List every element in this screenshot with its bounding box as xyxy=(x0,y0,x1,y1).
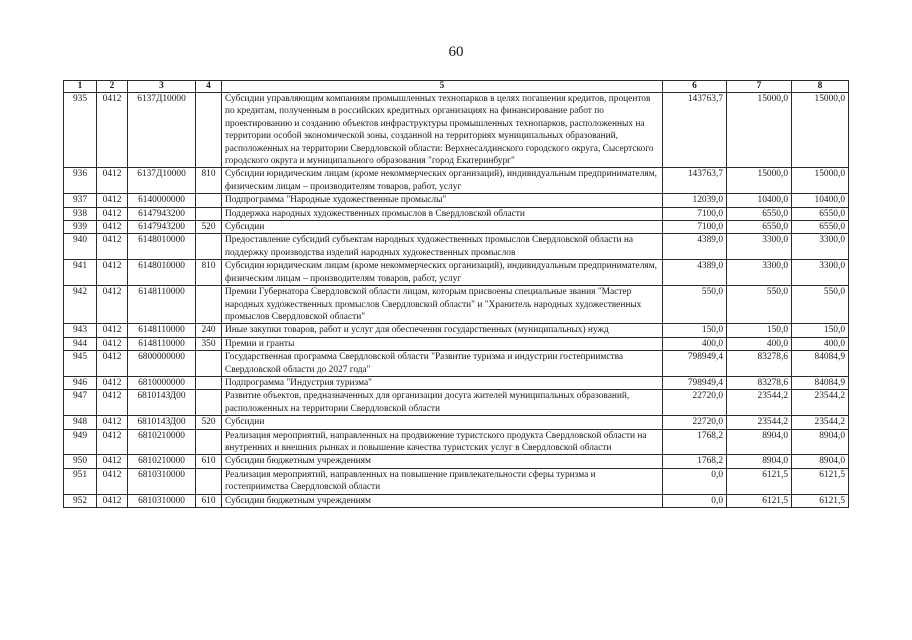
table-body xyxy=(64,93,849,508)
section-code-cell: 0412 xyxy=(97,376,128,389)
expense-type-cell: 810 xyxy=(196,260,222,286)
table-row xyxy=(64,93,849,168)
table-row xyxy=(64,234,849,260)
amount-col7-cell: 6121,5 xyxy=(727,468,792,494)
amount-col6-cell: 1768,2 xyxy=(663,429,727,455)
target-article-cell: 6147943200 xyxy=(128,207,196,220)
header-cell: 1 xyxy=(64,81,97,93)
item-name-cell: Подпрограмма "Народные художественные промыслы" xyxy=(222,194,663,207)
section-code-cell: 0412 xyxy=(97,194,128,207)
item-name-cell: Субсидии xyxy=(222,221,663,234)
amount-col6-cell: 1768,2 xyxy=(663,455,727,468)
amount-col8-cell: 8904,0 xyxy=(792,455,849,468)
expense-type-cell: 240 xyxy=(196,324,222,337)
section-code-cell: 0412 xyxy=(97,494,128,507)
amount-col7-cell: 23544,2 xyxy=(727,416,792,429)
amount-col8-cell: 6121,5 xyxy=(792,494,849,507)
item-name-cell: Премии Губернатора Свердловской области лицам, которым присвоены специальные звания "Мастер народных художественных промыслов Свердловской области" и "Хранитель народных художественных промыслов Свердловской области" xyxy=(222,286,663,324)
row-number-cell: 948 xyxy=(64,416,97,429)
expense-type-cell xyxy=(196,429,222,455)
expense-type-cell xyxy=(196,207,222,220)
amount-col6-cell: 12039,0 xyxy=(663,194,727,207)
amount-col8-cell: 15000,0 xyxy=(792,93,849,168)
amount-col6-cell: 22720,0 xyxy=(663,416,727,429)
expense-type-cell xyxy=(196,93,222,168)
expense-type-cell: 350 xyxy=(196,337,222,350)
row-number-cell: 941 xyxy=(64,260,97,286)
amount-col6-cell: 143763,7 xyxy=(663,93,727,168)
target-article-cell: 6148110000 xyxy=(128,286,196,324)
table-row xyxy=(64,416,849,429)
section-code-cell: 0412 xyxy=(97,221,128,234)
section-code-cell: 0412 xyxy=(97,337,128,350)
item-name-cell: Подпрограмма "Индустрия туризма" xyxy=(222,376,663,389)
amount-col7-cell: 15000,0 xyxy=(727,168,792,194)
amount-col7-cell: 8904,0 xyxy=(727,429,792,455)
amount-col7-cell: 23544,2 xyxy=(727,390,792,416)
section-code-cell: 0412 xyxy=(97,168,128,194)
amount-col6-cell: 798949,4 xyxy=(663,376,727,389)
row-number-cell: 946 xyxy=(64,376,97,389)
item-name-cell: Субсидии бюджетным учреждениям xyxy=(222,455,663,468)
table-row xyxy=(64,221,849,234)
row-number-cell: 940 xyxy=(64,234,97,260)
amount-col7-cell: 3300,0 xyxy=(727,234,792,260)
amount-col6-cell: 7100,0 xyxy=(663,207,727,220)
amount-col8-cell: 8904,0 xyxy=(792,429,849,455)
target-article-cell: 6148010000 xyxy=(128,260,196,286)
expense-type-cell: 520 xyxy=(196,416,222,429)
item-name-cell: Субсидии xyxy=(222,416,663,429)
row-number-cell: 937 xyxy=(64,194,97,207)
header-cell: 2 xyxy=(97,81,128,93)
header-cell: 7 xyxy=(727,81,792,93)
amount-col8-cell: 6550,0 xyxy=(792,207,849,220)
section-code-cell: 0412 xyxy=(97,207,128,220)
expense-type-cell: 610 xyxy=(196,455,222,468)
amount-col6-cell: 4389,0 xyxy=(663,260,727,286)
amount-col6-cell: 143763,7 xyxy=(663,168,727,194)
amount-col7-cell: 6550,0 xyxy=(727,207,792,220)
expense-type-cell xyxy=(196,234,222,260)
amount-col7-cell: 8904,0 xyxy=(727,455,792,468)
item-name-cell: Поддержка народных художественных промыслов в Свердловской области xyxy=(222,207,663,220)
section-code-cell: 0412 xyxy=(97,260,128,286)
item-name-cell: Реализация мероприятий, направленных на продвижение туристского продукта Свердловской области на внутренних и внешних рынках и повышение качества туристских услуг в Свердловской области xyxy=(222,429,663,455)
header-cell: 5 xyxy=(222,81,663,93)
target-article-cell: 6148110000 xyxy=(128,324,196,337)
table-row xyxy=(64,194,849,207)
amount-col8-cell: 6121,5 xyxy=(792,468,849,494)
amount-col8-cell: 6550,0 xyxy=(792,221,849,234)
amount-col8-cell: 15000,0 xyxy=(792,168,849,194)
item-name-cell: Государственная программа Свердловской области "Развитие туризма и индустрии гостеприимства Свердловской области до 2027 года" xyxy=(222,351,663,377)
table-row xyxy=(64,376,849,389)
row-number-cell: 935 xyxy=(64,93,97,168)
target-article-cell: 6810310000 xyxy=(128,468,196,494)
target-article-cell: 6810210000 xyxy=(128,429,196,455)
amount-col7-cell: 3300,0 xyxy=(727,260,792,286)
section-code-cell: 0412 xyxy=(97,468,128,494)
expense-type-cell xyxy=(196,468,222,494)
amount-col6-cell: 0,0 xyxy=(663,468,727,494)
target-article-cell: 6800000000 xyxy=(128,351,196,377)
section-code-cell: 0412 xyxy=(97,416,128,429)
target-article-cell: 6148110000 xyxy=(128,337,196,350)
amount-col8-cell: 84084,9 xyxy=(792,351,849,377)
row-number-cell: 942 xyxy=(64,286,97,324)
page-number: 60 xyxy=(448,44,464,60)
target-article-cell: 6810210000 xyxy=(128,455,196,468)
amount-col6-cell: 0,0 xyxy=(663,494,727,507)
amount-col8-cell: 400,0 xyxy=(792,337,849,350)
section-code-cell: 0412 xyxy=(97,234,128,260)
expense-type-cell: 610 xyxy=(196,494,222,507)
row-number-cell: 952 xyxy=(64,494,97,507)
expense-type-cell xyxy=(196,351,222,377)
budget-table xyxy=(63,80,849,508)
amount-col7-cell: 6550,0 xyxy=(727,221,792,234)
target-article-cell: 6810310000 xyxy=(128,494,196,507)
amount-col8-cell: 10400,0 xyxy=(792,194,849,207)
header-cell: 8 xyxy=(792,81,849,93)
section-code-cell: 0412 xyxy=(97,286,128,324)
header-cell: 6 xyxy=(663,81,727,93)
row-number-cell: 938 xyxy=(64,207,97,220)
table-row xyxy=(64,494,849,507)
table-row xyxy=(64,455,849,468)
amount-col8-cell: 150,0 xyxy=(792,324,849,337)
amount-col8-cell: 3300,0 xyxy=(792,234,849,260)
row-number-cell: 936 xyxy=(64,168,97,194)
target-article-cell: 6810000000 xyxy=(128,376,196,389)
target-article-cell: 6147943200 xyxy=(128,221,196,234)
row-number-cell: 943 xyxy=(64,324,97,337)
amount-col7-cell: 6121,5 xyxy=(727,494,792,507)
amount-col8-cell: 84084,9 xyxy=(792,376,849,389)
table-row xyxy=(64,351,849,377)
table-row xyxy=(64,168,849,194)
header-cell: 4 xyxy=(196,81,222,93)
amount-col7-cell: 83278,6 xyxy=(727,376,792,389)
item-name-cell: Субсидии бюджетным учреждениям xyxy=(222,494,663,507)
amount-col6-cell: 150,0 xyxy=(663,324,727,337)
row-number-cell: 951 xyxy=(64,468,97,494)
table-row xyxy=(64,337,849,350)
expense-type-cell xyxy=(196,286,222,324)
row-number-cell: 947 xyxy=(64,390,97,416)
item-name-cell: Субсидии управляющим компаниям промышленных технопарков в целях погашения кредитов, процентов по кредитам, полученным в российских кредитных организациях на финансирование работ по проектированию и созданию объектов инфраструктуры промышленных технопарков, расположенных на территории особой экономической зоны, созданной на территориях муниципальных образований, расположенных на территории Свердловской области: Верхнесалдинского городского округа, Сысертского городского округа и муниципального образования "город Екатеринбург" xyxy=(222,93,663,168)
amount-col6-cell: 798949,4 xyxy=(663,351,727,377)
amount-col8-cell: 23544,2 xyxy=(792,390,849,416)
expense-type-cell: 810 xyxy=(196,168,222,194)
amount-col6-cell: 4389,0 xyxy=(663,234,727,260)
section-code-cell: 0412 xyxy=(97,351,128,377)
target-article-cell: 6137Д10000 xyxy=(128,93,196,168)
table-row xyxy=(64,286,849,324)
amount-col8-cell: 3300,0 xyxy=(792,260,849,286)
amount-col8-cell: 550,0 xyxy=(792,286,849,324)
amount-col7-cell: 83278,6 xyxy=(727,351,792,377)
amount-col6-cell: 7100,0 xyxy=(663,221,727,234)
target-article-cell: 681014ЗД00 xyxy=(128,390,196,416)
row-number-cell: 939 xyxy=(64,221,97,234)
table-row xyxy=(64,390,849,416)
item-name-cell: Развитие объектов, предназначенных для организации досуга жителей муниципальных образований, расположенных на территории Свердловской области xyxy=(222,390,663,416)
table-row xyxy=(64,260,849,286)
item-name-cell: Субсидии юридическим лицам (кроме некоммерческих организаций), индивидуальным предпринимателям, физическим лицам – производителям товаров, работ, услуг xyxy=(222,260,663,286)
table-row xyxy=(64,429,849,455)
target-article-cell: 681014ЗД00 xyxy=(128,416,196,429)
amount-col6-cell: 400,0 xyxy=(663,337,727,350)
row-number-cell: 944 xyxy=(64,337,97,350)
amount-col7-cell: 15000,0 xyxy=(727,93,792,168)
item-name-cell: Предоставление субсидий субъектам народных художественных промыслов Свердловской области на поддержку производства изделий народных художественных промыслов xyxy=(222,234,663,260)
section-code-cell: 0412 xyxy=(97,93,128,168)
expense-type-cell xyxy=(196,390,222,416)
section-code-cell: 0412 xyxy=(97,324,128,337)
amount-col7-cell: 400,0 xyxy=(727,337,792,350)
section-code-cell: 0412 xyxy=(97,390,128,416)
expense-type-cell xyxy=(196,194,222,207)
header-cell: 3 xyxy=(128,81,196,93)
item-name-cell: Иные закупки товаров, работ и услуг для обеспечения государственных (муниципальных) нужд xyxy=(222,324,663,337)
target-article-cell: 6140000000 xyxy=(128,194,196,207)
expense-type-cell: 520 xyxy=(196,221,222,234)
amount-col6-cell: 550,0 xyxy=(663,286,727,324)
table-row xyxy=(64,324,849,337)
row-number-cell: 950 xyxy=(64,455,97,468)
item-name-cell: Премии и гранты xyxy=(222,337,663,350)
target-article-cell: 6137Д10000 xyxy=(128,168,196,194)
section-code-cell: 0412 xyxy=(97,429,128,455)
section-code-cell: 0412 xyxy=(97,455,128,468)
table-row xyxy=(64,468,849,494)
expense-type-cell xyxy=(196,376,222,389)
row-number-cell: 949 xyxy=(64,429,97,455)
target-article-cell: 6148010000 xyxy=(128,234,196,260)
amount-col7-cell: 550,0 xyxy=(727,286,792,324)
row-number-cell: 945 xyxy=(64,351,97,377)
amount-col7-cell: 150,0 xyxy=(727,324,792,337)
amount-col7-cell: 10400,0 xyxy=(727,194,792,207)
table-header-row xyxy=(64,81,849,93)
table-row xyxy=(64,207,849,220)
item-name-cell: Субсидии юридическим лицам (кроме некоммерческих организаций), индивидуальным предпринимателям, физическим лицам – производителям товаров, работ, услуг xyxy=(222,168,663,194)
item-name-cell: Реализация мероприятий, направленных на повышение привлекательности сферы туризма и гостеприимства Свердловской области xyxy=(222,468,663,494)
amount-col6-cell: 22720,0 xyxy=(663,390,727,416)
amount-col8-cell: 23544,2 xyxy=(792,416,849,429)
